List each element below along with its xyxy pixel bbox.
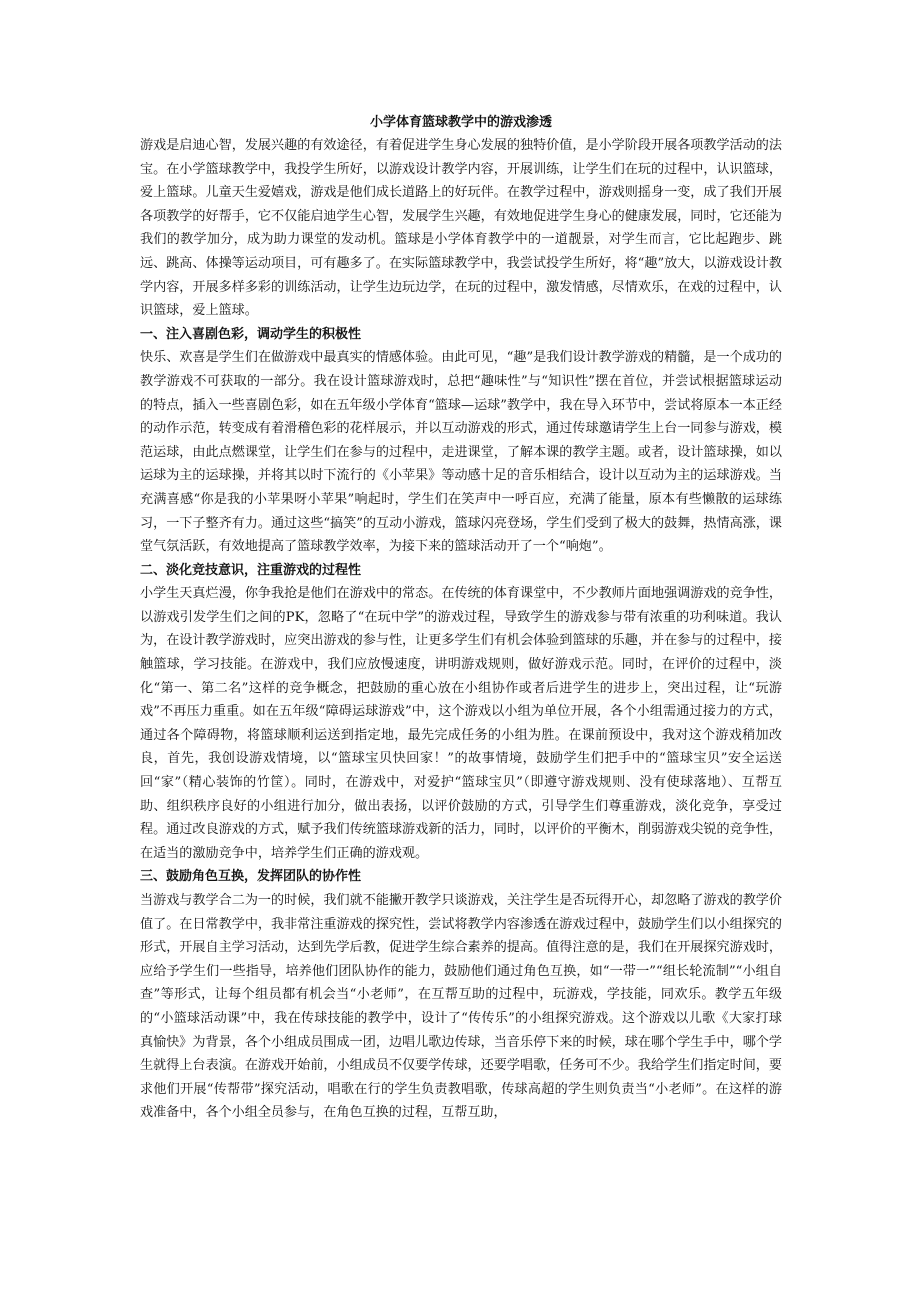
section-body-2: 小学生天真烂漫，你争我抢是他们在游戏中的常态。在传统的体育课堂中，不少教师片面地强调游戏的竞争性，以游戏引发学生们之间的PK，忽略了“在玩中学”的游戏过程，导致学生的游戏参与带有浓重的功利味道。我认为，在设计教学游戏时，应突出游戏的参与性，让更多学生们有机会体验到篮球的乐趣，并在参与的过程中，接触篮球，学习技能。在游戏中，我们应放慢速度，讲明游戏规则，做好游戏示范。同时，在评价的过程中，淡化“第一、第二名”这样的竞争概念，把鼓励的重心放在小组协作或者后进学生的进步上，突出过程，让“玩游戏”不再压力重重。如在五年级“障碍运球游戏”中，这个游戏以小组为单位开展，各个小组需通过接力的方式，通过各个障碍物，将篮球顺利运送到指定地，最先完成任务的小组为胜。在课前预设中，我对这个游戏稍加改良，首先，我创设游戏情境，以“篮球宝贝快回家！”的故事情境，鼓励学生们把手中的“篮球宝贝”安全运送回“家”（精心装饰的竹筐）。同时，在游戏中，对爱护“篮球宝贝”（即遵守游戏规则、没有使球落地）、互帮互助、组织秩序良好的小组进行加分，做出表扬，以评价鼓励的方式，引导学生们尊重游戏，淡化竞争，享受过程。通过改良游戏的方式，赋予我们传统篮球游戏新的活力，同时，以评价的平衡木，削弱游戏尖锐的竞争性，在适当的激励竞争中，培养学生们正确的游戏观。 (140, 586, 782, 861)
intro-paragraph: 游戏是启迪心智，发展兴趣的有效途径，有着促进学生身心发展的独特价值，是小学阶段开展各项教学活动的法宝。在小学篮球教学中，我投学生所好，以游戏设计教学内容，开展训练，让学生们在玩的过程中，认识篮球，爱上篮球。儿童天生爱嬉戏，游戏是他们成长道路上的好玩伴。在教学过程中，游戏则摇身一变，成了我们开展各项教学的好帮手，它不仅能启迪学生心智，发展学生兴趣，有效地促进学生身心的健康发展，同时，它还能为我们的教学加分，成为助力课堂的发动机。篮球是小学体育教学中的一道靓景，对学生而言，它比起跑步、跳远、跳高、体操等运动项目，可有趣多了。在实际篮球教学中，我尝试投学生所好，将“趣”放大，以游戏设计教学内容，开展多样多彩的训练活动，让学生边玩边学，在玩的过程中，激发情感，尽情欢乐，在戏的过程中，认识篮球，爱上篮球。 (140, 138, 782, 319)
document-page (140, 112, 782, 1125)
section-heading-2: 二、淡化竞技意识，注重游戏的过程性 (140, 562, 362, 578)
document-title: 小学体育篮球教学中的游戏渗透 (369, 115, 552, 130)
section-heading-1: 一、注入喜剧色彩，调动学生的积极性 (140, 326, 362, 342)
section-heading-3: 三、鼓励角色互换，发挥团队的协作性 (140, 869, 362, 885)
section-body-1: 快乐、欢喜是学生们在做游戏中最真实的情感体验。由此可见，“趣”是我们设计教学游戏的精髓，是一个成功的教学游戏不可获取的一部分。我在设计篮球游戏时，总把“趣味性”与“知识性”摆在首位，并尝试根据篮球运动的特点，插入一些喜剧色彩，如在五年级小学体育“篮球—运球”教学中，我在导入环节中，尝试将原本一本正经的动作示范，转变成有着滑稽色彩的花样展示，并以互动游戏的形式，通过传球邀请学生上台一同参与游戏，模范运球，由此点燃课堂，让学生们在参与的过程中，走进课堂，了解本课的教学主题。或者，设计篮球操，如以运球为主的运球操，并将其以时下流行的《小苹果》等动感十足的音乐相结合，设计以互动为主的运球游戏。当充满喜感“你是我的小苹果呀小苹果”响起时，学生们在笑声中一呼百应，充满了能量，原本有些懒散的运球练习，一下子整齐有力。通过这些“搞笑”的互动小游戏，篮球闪亮登场，学生们受到了极大的鼓舞，热情高涨，课堂气氛活跃，有效地提高了篮球教学效率，为接下来的篮球活动开了一个“响炮”。 (140, 350, 782, 555)
section-body-3: 当游戏与教学合二为一的时候，我们就不能撇开教学只谈游戏，关注学生是否玩得开心，却忽略了游戏的教学价值了。在日常教学中，我非常注重游戏的探究性，尝试将教学内容渗透在游戏过程中，鼓励学生们以小组探究的形式，开展自主学习活动，达到先学后教，促进学生综合素养的提高。值得注意的是，我们在开展探究游戏时，应给予学生们一些指导，培养他们团队协作的能力，鼓励他们通过角色互换，如“一带一”“组长轮流制”“小组自查”等形式，让每个组员都有机会当“小老师”，在互帮互助的过程中，玩游戏，学技能，同欢乐。教学五年级的“小篮球活动课”中，我在传球技能的教学中，设计了“传传乐”的小组探究游戏。这个游戏以儿歌《大家打球真愉快》为背景，各个小组成员围成一团，边唱儿歌边传球，当音乐停下来的时候，球在哪个学生手中，哪个学生就得上台表演。在游戏开始前，小组成员不仅要学传球，还要学唱歌，任务可不少。我给学生们指定时间，要求他们开展“传帮带”探究活动，唱歌在行的学生负责教唱歌，传球高超的学生则负责当“小老师”。在这样的游戏准备中，各个小组全员参与，在角色互换的过程，互帮互助， (140, 893, 782, 1121)
